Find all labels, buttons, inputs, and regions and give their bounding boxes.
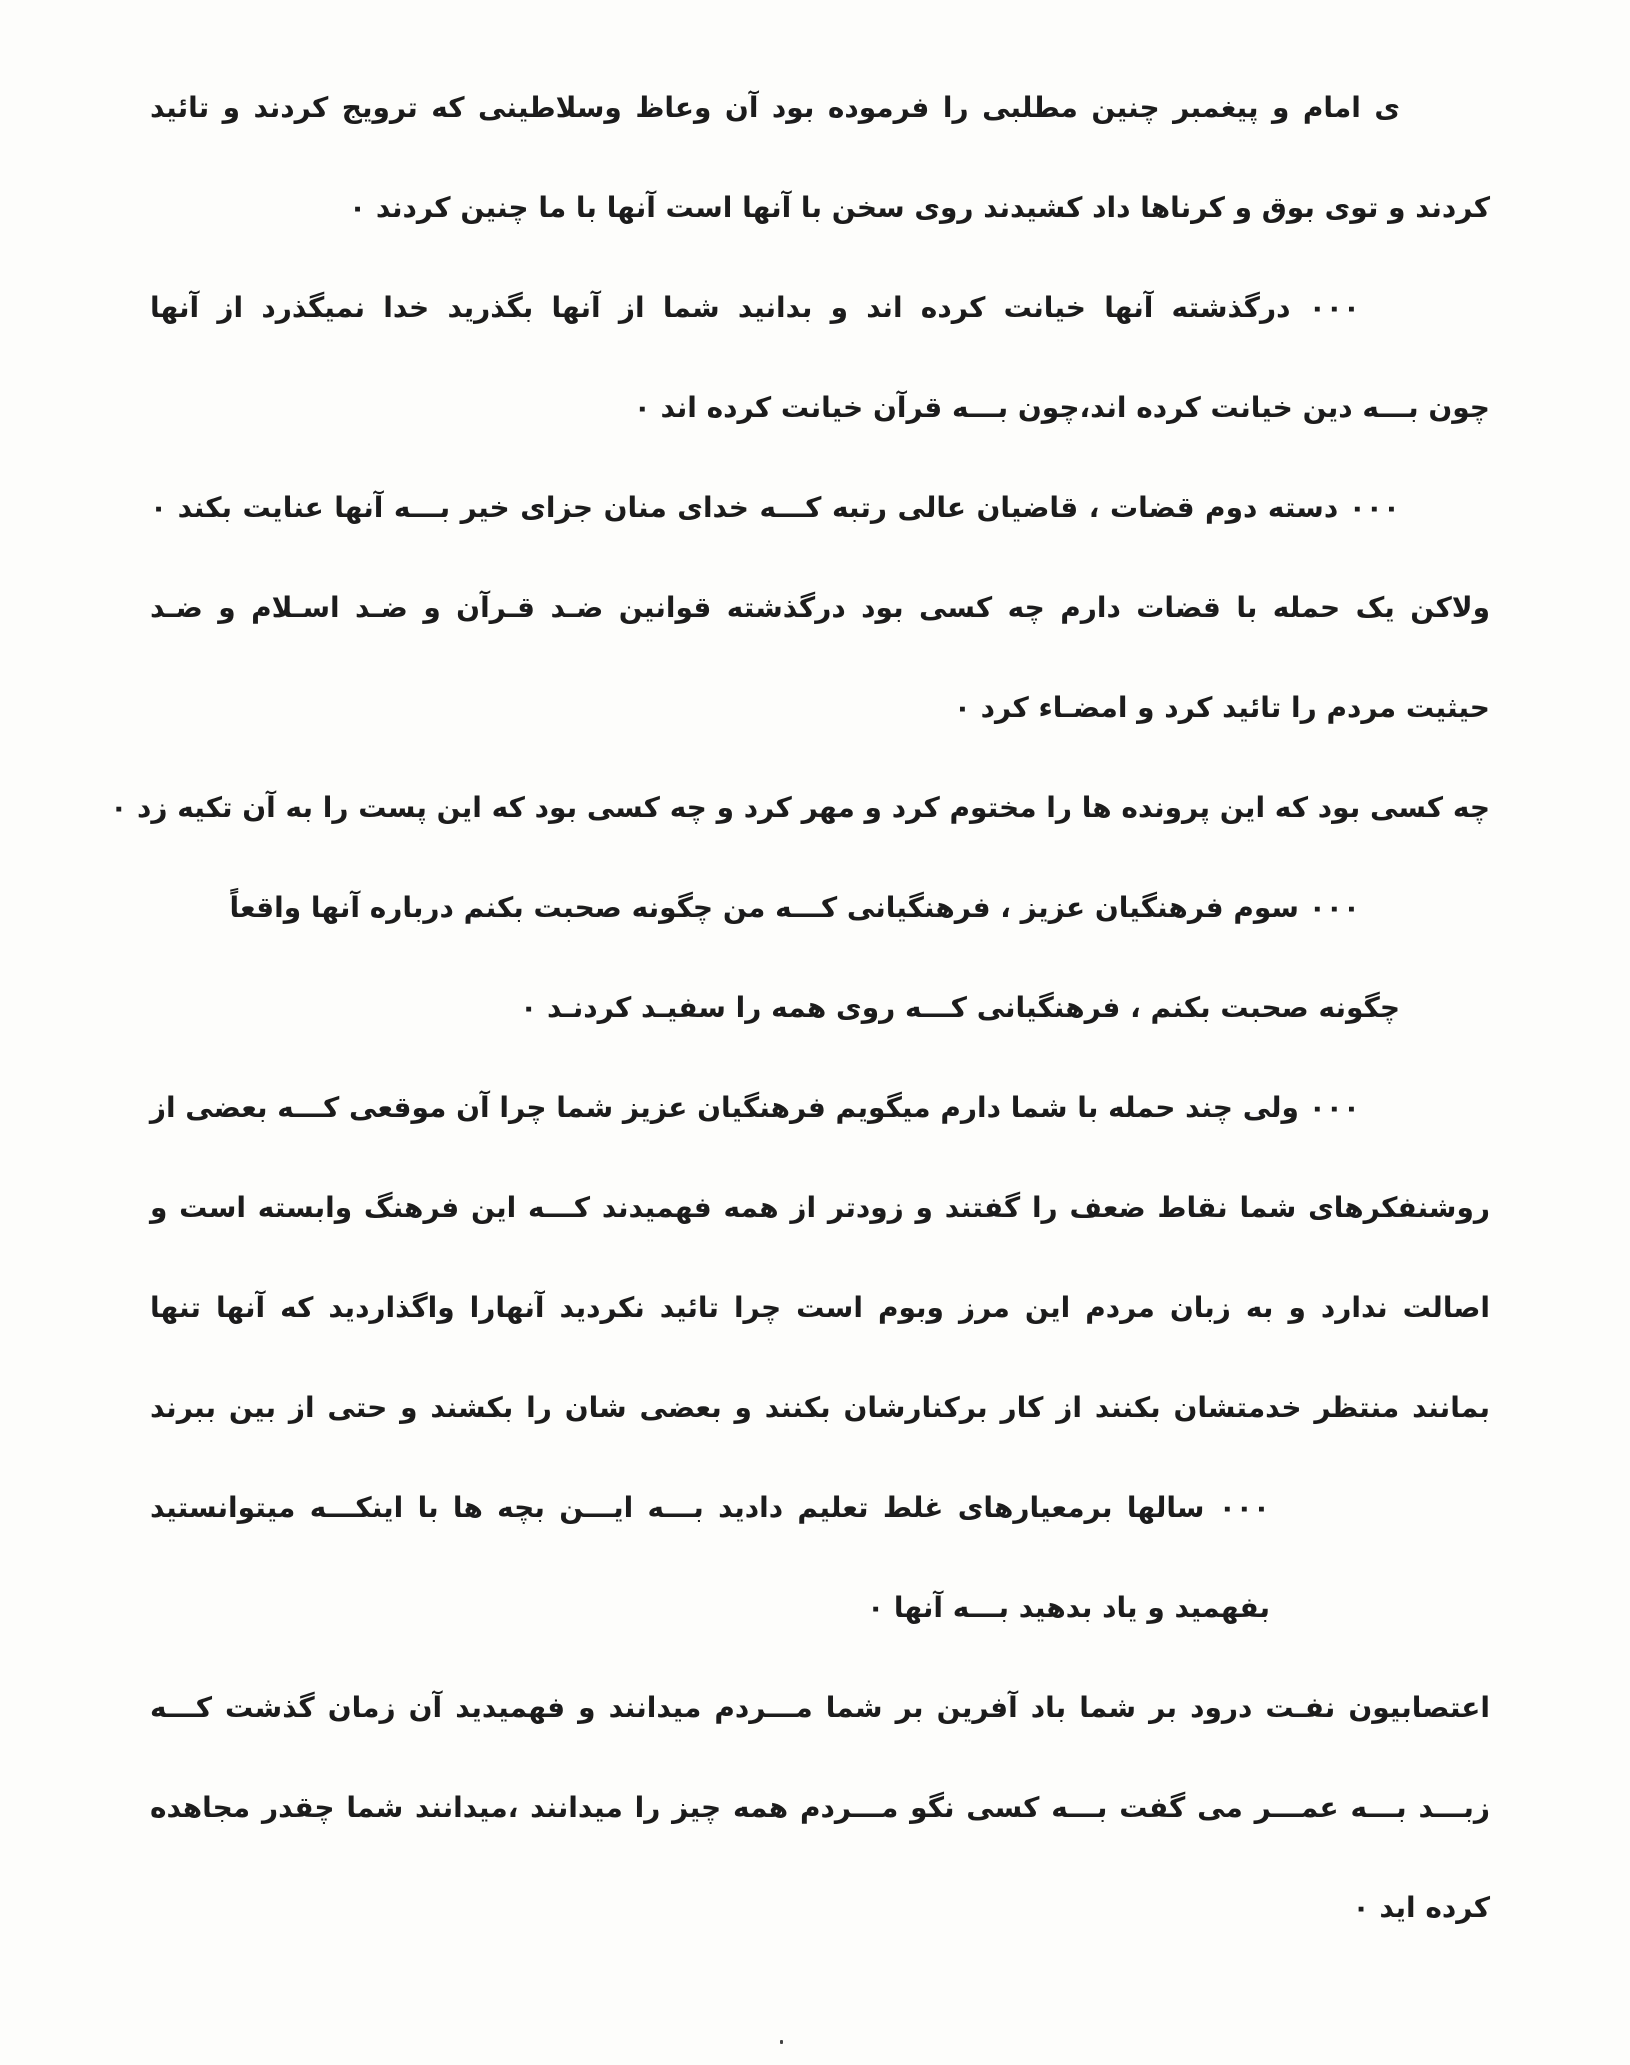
text-line: زبـــد بـــه عمـــر می گفت بـــه کسی نگو مـــردم همه چیز را میدانند ،میدانند شما چقدر مجاهده [150,1791,1490,1824]
text-line: روشنفکرهای شما نقاط ضعف را گفتند و زودتر از همه فهمیدند کـــه این فرهنگ وابسته است و [150,1191,1490,1224]
text-line: بمانند منتظر خدمتشان بکنند از کار برکنارشان بکنند و بعضی شان را بکشند و حتی از بین ببرند [150,1391,1490,1424]
scan-speck [780,2040,783,2044]
text-line: ۰۰۰ درگذشته آنها خیانت کرده اند و بدانید شما از آنها بگذرید خدا نمیگذرد از آنها [150,291,1360,324]
text-line: ۰۰۰ دسته دوم قضات ، قاضیان عالی رتبه کـــه خدای منان جزای خیر بـــه آنها عنایت بکند ۰ [150,491,1400,524]
text-line: بفهمید و یاد بدهید بـــه آنها ۰ [867,1591,1270,1624]
text-line: چون بـــه دین خیانت کرده اند،چون بـــه قرآن خیانت کرده اند ۰ [633,391,1490,424]
document-body [110,78,1490,1978]
text-line: چه کسی بود که این پرونده ها را مختوم کرد و مهر کرد و چه کسی بود که این پست را به آن تکیه زد ۰ [110,791,1490,824]
text-line: اعتصابیون نفـت درود بر شما باد آفرین بر شما مـــردم میدانند و فهمیدید آن زمان گذشت کـــه [150,1691,1490,1724]
text-line: حیثیت مردم را تائید کرد و امضـاء کرد ۰ [953,691,1490,724]
text-line: ۰۰۰ سوم فرهنگیان عزیز ، فرهنگیانی کـــه من چگونه صحبت بکنم درباره آنها واقعاً [229,891,1360,924]
text-line: ۰۰۰ ولی چند حمله با شما دارم میگویم فرهنگیان عزیز شما چرا آن موقعی کـــه بعضی از [149,1091,1360,1124]
text-line: کرده اید ۰ [1352,1891,1490,1924]
text-line: کردند و توی بوق و کرناها داد کشیدند روی سخن با آنها است آنها با ما چنین کردند ۰ [348,191,1490,224]
text-line: اصالت ندارد و به زبان مردم این مرز وبوم است چرا تائید نکردید آنهارا واگذاردید که آنها تنها [150,1291,1490,1324]
text-line: ۰۰۰ سالها برمعیارهای غلط تعلیم دادید بـــه ایـــن بچه ها با اینکـــه میتوانستید [150,1491,1270,1524]
text-line: ولاکن یک حمله با قضات دارم چه کسی بود درگذشته قوانین ضـد قـرآن و ضـد اسـلام و ضـد [150,591,1490,624]
text-line: چگونه صحبت بکنم ، فرهنگیانی کـــه روی همه را سفیـد کردنـد ۰ [520,991,1400,1024]
text-line: ی امام و پیغمبر چنین مطلبی را فرموده بود آن وعاظ وسلاطینی که ترویج کردند و تائید [150,91,1400,124]
